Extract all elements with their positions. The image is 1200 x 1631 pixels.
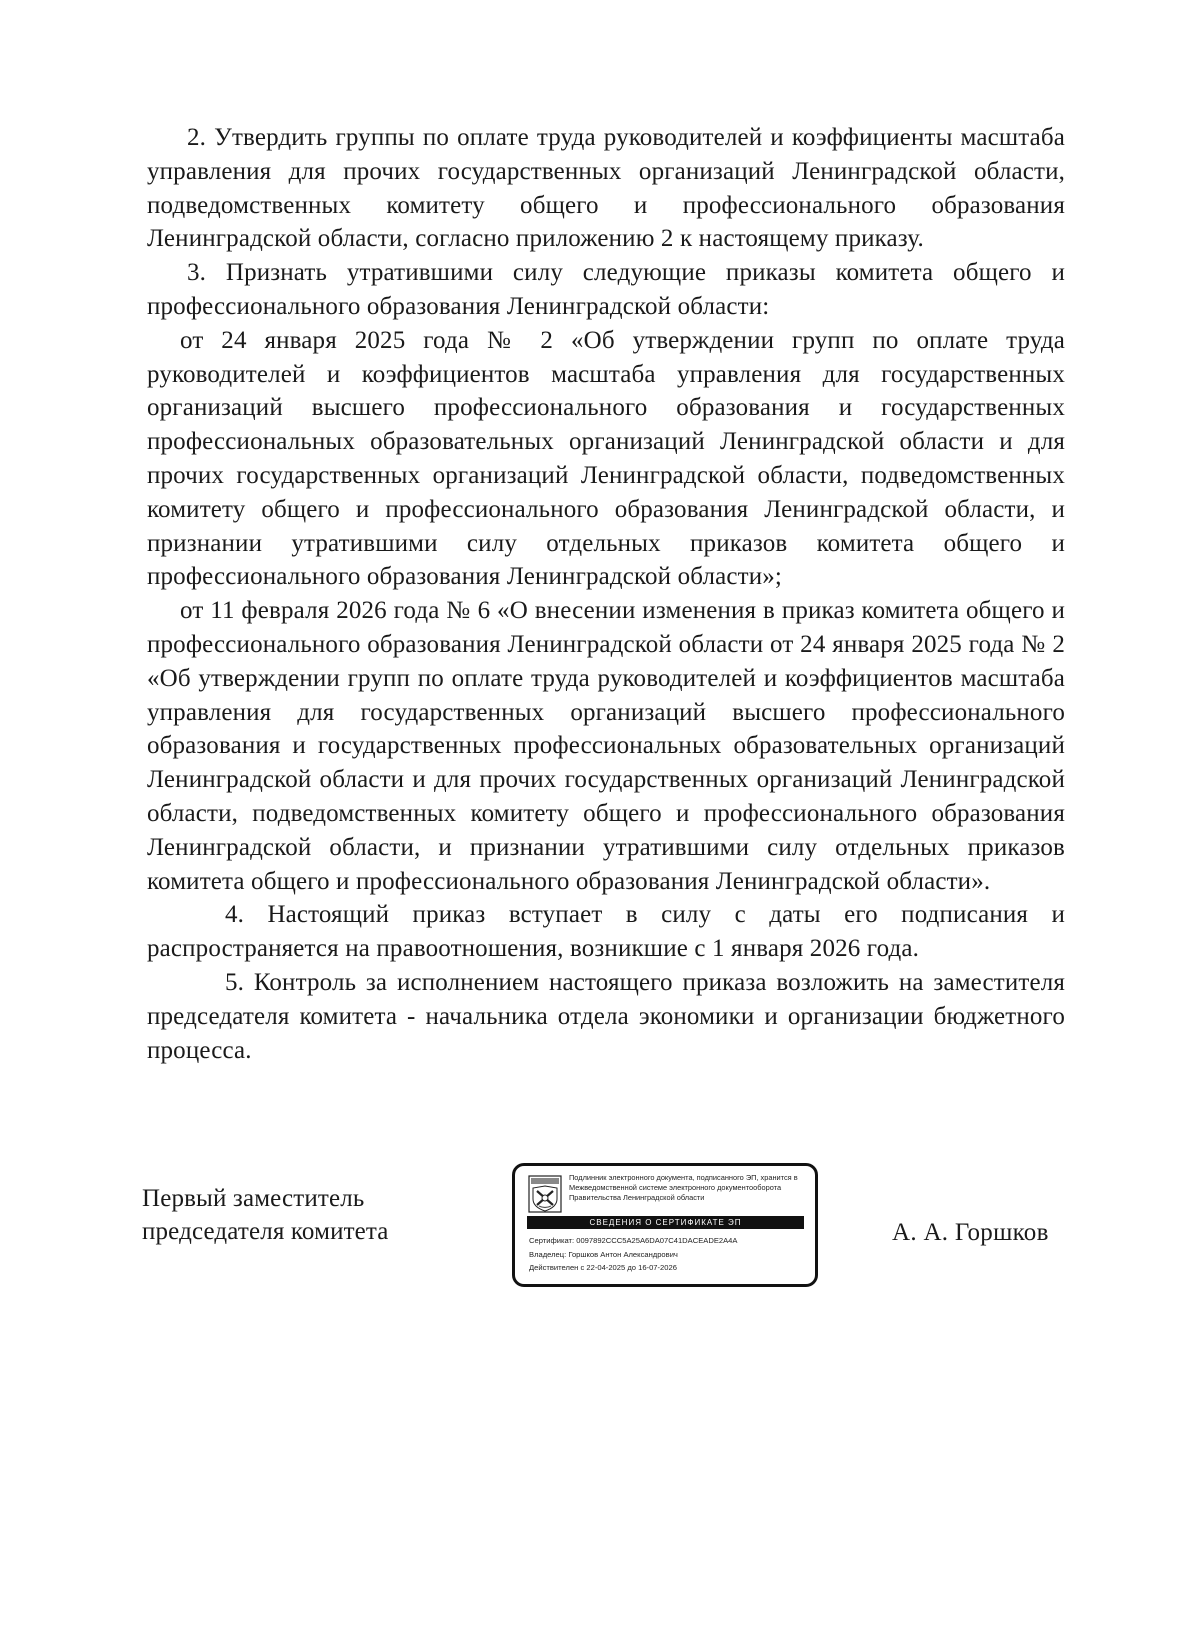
coat-of-arms-icon (528, 1175, 562, 1213)
signer-name: А. А. Горшков (892, 1219, 1049, 1246)
paragraph-item-5: 5. Контроль за исполнением настоящего приказа возложить на заместителя председателя комитета - начальника отдела экономики и организации бюджетного процесса. (147, 968, 1065, 1064)
paragraph-repealed-order-2: от 11 февраля 2026 года № 6 «О внесении изменения в приказ комитета общего и профессионального образования Ленинградской области от 24 января 2025 года № 2 «Об утверждении групп по оплате труда руководителей и коэффициентов масштаба управления для государственных организаций высшего профессионального образования и государственных профессиональных образовательных организаций Ленинградской области и для прочих государственных организаций Ленинградской области, подведомственных комитету общего и профессионального образования Ленинградской области, и признании утратившими силу отдельных приказов комитета общего и профессионального образования Ленинградской области». (147, 597, 1065, 895)
order-body (147, 121, 1065, 1067)
stamp-owner: Владелец: Горшков Антон Александрович (529, 1249, 678, 1259)
signer-position-line-2: председателя комитета (142, 1218, 389, 1245)
paragraph-item-3: 3. Признать утратившими силу следующие приказы комитета общего и профессионального образования Ленинградской области: (147, 259, 1065, 320)
stamp-certificate-number: Сертификат: 0097892CCC5A25A6DA07C41DACEADE2A4A (529, 1236, 738, 1245)
stamp-certificate-details (529, 1234, 809, 1275)
electronic-signature-stamp (512, 1163, 818, 1287)
stamp-validity: Действителен с 22-04-2025 до 16-07-2026 (529, 1263, 677, 1272)
stamp-header-text: Подлинник электронного документа, подписанного ЭП, хранится в Межведомственной системе электронного документооборота Правительства Ленинградской области (569, 1173, 798, 1202)
signer-position (142, 1182, 389, 1248)
paragraph-repealed-order-1: от 24 января 2025 года № 2 «Об утверждении групп по оплате труда руководителей и коэффициентов масштаба управления для государственных организаций высшего профессионального образования и государственных профессиональных образовательных организаций Ленинградской области и для прочих государственных организаций Ленинградской области, подведомственных комитету общего и профессионального образования Ленинградской области, и признании утратившими силу отдельных приказов комитета общего и профессионального образования Ленинградской области»; (147, 326, 1065, 591)
paragraph-item-4: 4. Настоящий приказ вступает в силу с даты его подписания и распространяется на правоотношения, возникшие с 1 января 2026 года. (147, 901, 1065, 963)
paragraph-item-2: 2. Утвердить группы по оплате труда руководителей и коэффициенты масштаба управления для прочих государственных организаций Ленинградской области, подведомственных комитету общего и профессионального образования Ленинградской области, согласно приложению 2 к настоящему приказу. (147, 124, 1065, 253)
stamp-certificate-bar: СВЕДЕНИЯ О СЕРТИФИКАТЕ ЭП (527, 1216, 804, 1229)
signer-position-line-1: Первый заместитель (142, 1185, 365, 1212)
